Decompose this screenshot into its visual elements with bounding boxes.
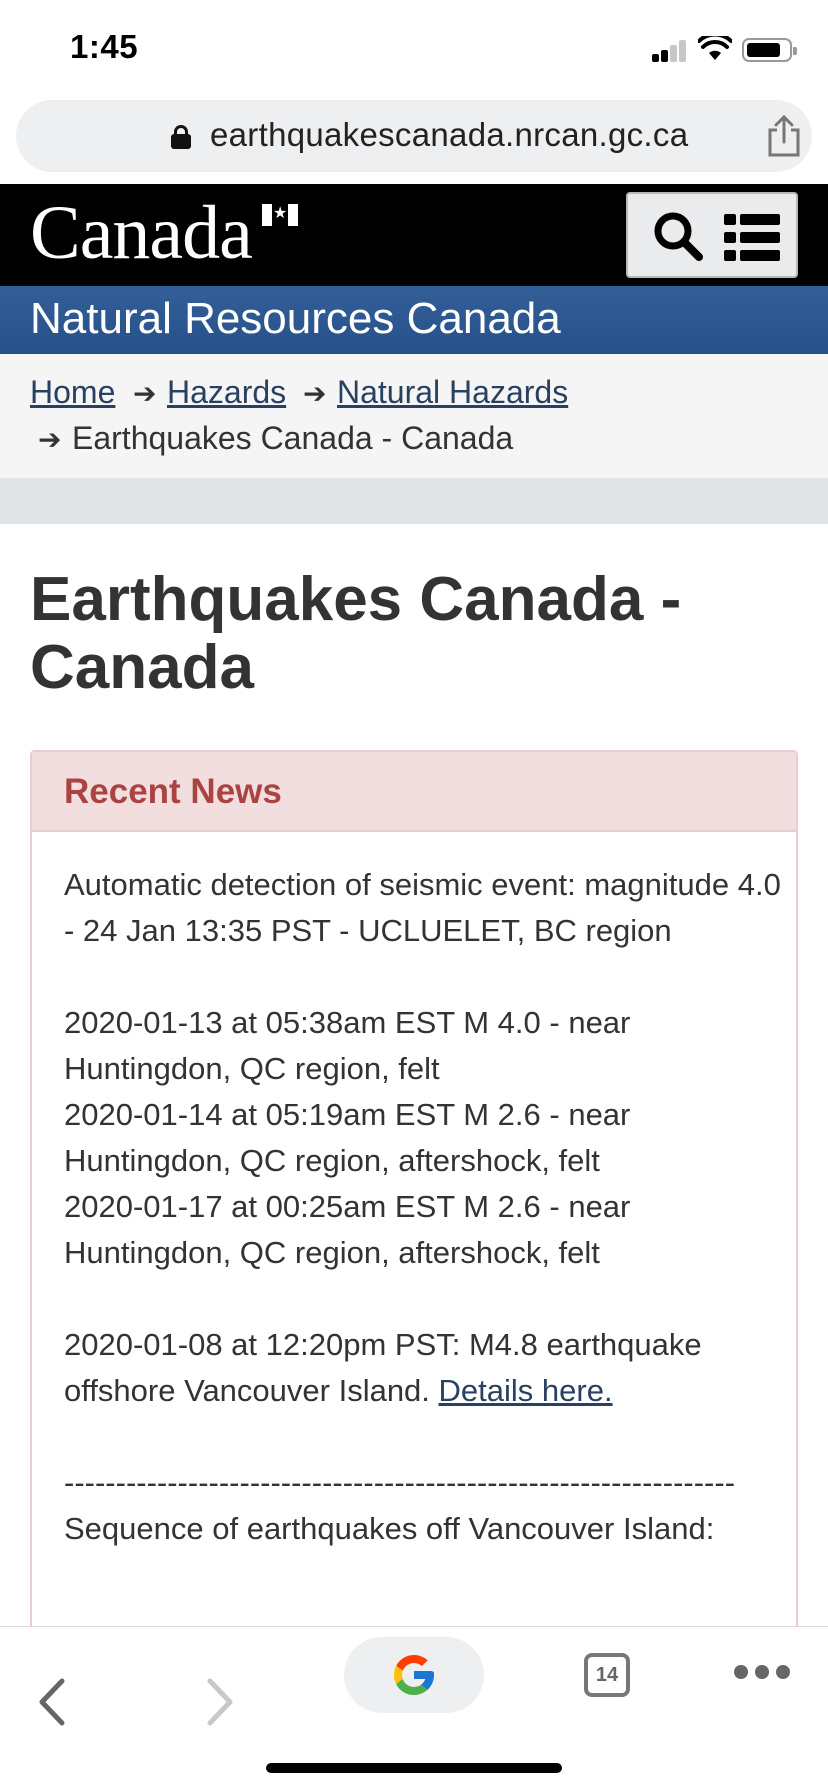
tab-count: 14 [595, 1664, 619, 1686]
search-menu-button[interactable] [626, 192, 798, 278]
share-icon[interactable] [764, 114, 804, 158]
cellular-signal-icon [652, 40, 688, 62]
status-time: 1:45 [70, 28, 139, 65]
google-icon [390, 1651, 438, 1699]
recent-news-panel [30, 750, 798, 1710]
canada-wordmark[interactable]: Canada [30, 191, 252, 275]
breadcrumb-current: Earthquakes Canada - Canada [72, 420, 514, 456]
battery-icon [742, 38, 792, 62]
home-indicator[interactable] [266, 1763, 562, 1773]
recent-news-title: Recent News [64, 772, 282, 811]
more-icon[interactable] [734, 1665, 790, 1681]
canada-flag-icon [262, 204, 298, 226]
search-icon [652, 210, 704, 262]
breadcrumb-arrow-icon: ➔ [38, 424, 62, 455]
divider-band [0, 478, 828, 524]
news-item-text: 2020-01-08 at 12:20pm PST: M4.8 earthquake offshore Vancouver Island. [64, 1327, 702, 1408]
breadcrumb-hazards-link[interactable]: Hazards [167, 374, 287, 410]
recent-news-heading [32, 752, 796, 832]
news-item: Sequence of earthquakes off Vancouver Island: [64, 1511, 715, 1546]
details-link[interactable]: Details here. [438, 1373, 613, 1408]
breadcrumb-arrow-icon: ➔ [133, 378, 157, 409]
url-text[interactable]: earthquakescanada.nrcan.gc.ca [210, 116, 689, 153]
tabs-icon[interactable] [584, 1653, 630, 1697]
breadcrumb-arrow-icon: ➔ [303, 378, 327, 409]
status-bar [0, 0, 828, 96]
news-item: 2020-01-14 at 05:19am EST M 2.6 - near Huntingdon, QC region, aftershock, felt [64, 1097, 631, 1178]
department-bar [0, 286, 828, 354]
forward-icon[interactable] [202, 1677, 238, 1727]
news-item: Automatic detection of seismic event: magnitude 4.0 - 24 Jan 13:35 PST - UCLUELET, BC region [64, 867, 781, 948]
breadcrumb-natural-hazards-link[interactable]: Natural Hazards [337, 374, 569, 410]
news-separator: ----------------------------------------------------------------- [64, 1465, 736, 1500]
goc-header [0, 184, 828, 286]
news-item: 2020-01-17 at 00:25am EST M 2.6 - near Huntingdon, QC region, aftershock, felt [64, 1189, 631, 1270]
lock-icon [171, 125, 191, 149]
recent-news-body [64, 862, 784, 1552]
back-icon[interactable] [34, 1677, 70, 1727]
news-item: 2020-01-13 at 05:38am EST M 4.0 - near Huntingdon, QC region, felt [64, 1005, 631, 1086]
google-search-button[interactable] [344, 1637, 484, 1713]
wifi-icon [698, 36, 732, 62]
department-name[interactable]: Natural Resources Canada [30, 294, 561, 343]
page-title: Earthquakes Canada - Canada [30, 565, 682, 702]
list-icon [724, 212, 780, 264]
breadcrumb [0, 354, 828, 478]
address-bar[interactable] [16, 100, 812, 172]
breadcrumb-home-link[interactable]: Home [30, 374, 116, 410]
news-item-vancouver [64, 1322, 784, 1414]
